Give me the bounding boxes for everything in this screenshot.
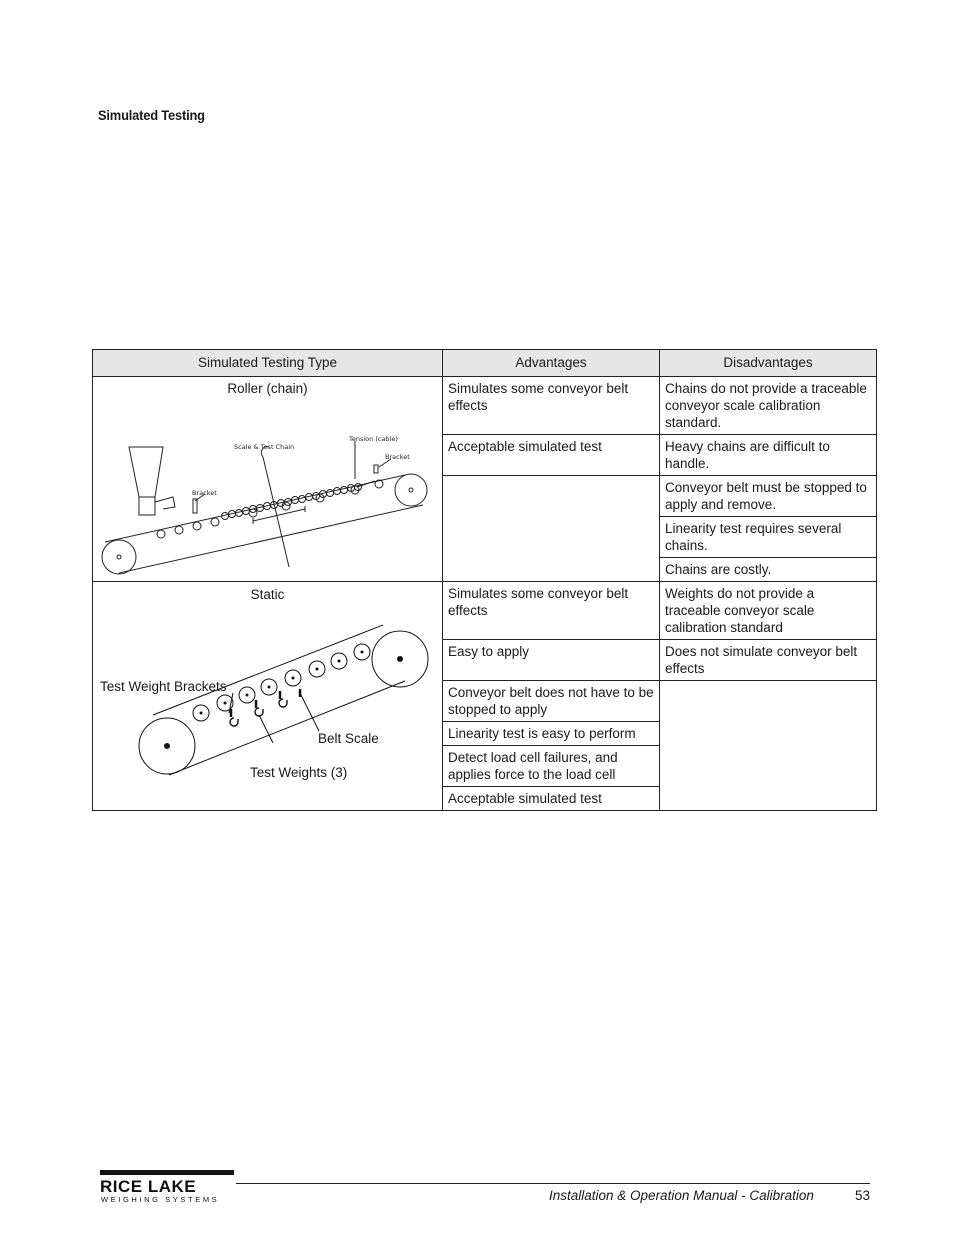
roller-disadvantage-1: Chains do not provide a traceable conveyor scale calibration standard. (660, 377, 877, 435)
label-bracket-right: Bracket (385, 453, 410, 461)
static-advantage-1: Simulates some conveyor belt effects (443, 582, 660, 640)
label-scale-chain: Scale & Test Chain (234, 443, 295, 451)
static-advantage-5: Detect load cell failures, and applies force to the load cell (443, 746, 660, 787)
static-diagram-cell (93, 582, 443, 811)
header-advantages: Advantages (443, 350, 660, 377)
label-bracket-left: Bracket (192, 489, 217, 497)
table-row (93, 582, 877, 640)
rice-lake-logo (100, 1170, 240, 1206)
roller-disadvantage-5: Chains are costly. (660, 558, 877, 582)
table-header-row (93, 350, 877, 377)
footer-divider (236, 1183, 870, 1184)
static-advantage-2: Easy to apply (443, 640, 660, 681)
label-tension: Tension (cable) (349, 435, 398, 443)
static-advantage-3: Conveyor belt does not have to be stopped to apply (443, 681, 660, 722)
logo-text: RICE LAKE (100, 1177, 197, 1196)
static-caption: Static (250, 587, 285, 602)
logo-subtext: WEIGHING SYSTEMS (101, 1195, 220, 1204)
roller-disadvantage-2: Heavy chains are difficult to handle. (660, 435, 877, 476)
label-test-weights: Test Weights (3) (250, 765, 348, 780)
static-advantage-6: Acceptable simulated test (443, 787, 660, 811)
static-disadvantage-2: Does not simulate conveyor belt effects (660, 640, 877, 681)
roller-diagram-cell (93, 377, 443, 582)
page-number: 53 (855, 1188, 871, 1203)
roller-disadvantage-3: Conveyor belt must be stopped to apply and remove. (660, 476, 877, 517)
table-row (93, 377, 877, 435)
static-disadvantage-empty (660, 681, 877, 811)
roller-disadvantage-4: Linearity test requires several chains. (660, 517, 877, 558)
manual-title: Installation & Operation Manual - Calibration (549, 1188, 814, 1203)
static-weights-diagram (93, 603, 441, 807)
label-test-weight-brackets: Test Weight Brackets (100, 679, 227, 694)
roller-chain-diagram (93, 397, 441, 577)
roller-advantage-2: Acceptable simulated test (443, 435, 660, 476)
simulated-testing-table (92, 349, 877, 811)
header-disadvantages: Disadvantages (660, 350, 877, 377)
section-title: Simulated Testing (98, 107, 205, 123)
static-advantage-4: Linearity test is easy to perform (443, 722, 660, 746)
header-type: Simulated Testing Type (93, 350, 443, 377)
static-disadvantage-1: Weights do not provide a traceable conveyor scale calibration standard (660, 582, 877, 640)
label-belt-scale: Belt Scale (318, 731, 379, 746)
roller-caption: Roller (chain) (227, 381, 308, 396)
roller-advantage-empty (443, 476, 660, 582)
roller-advantage-1: Simulates some conveyor belt effects (443, 377, 660, 435)
